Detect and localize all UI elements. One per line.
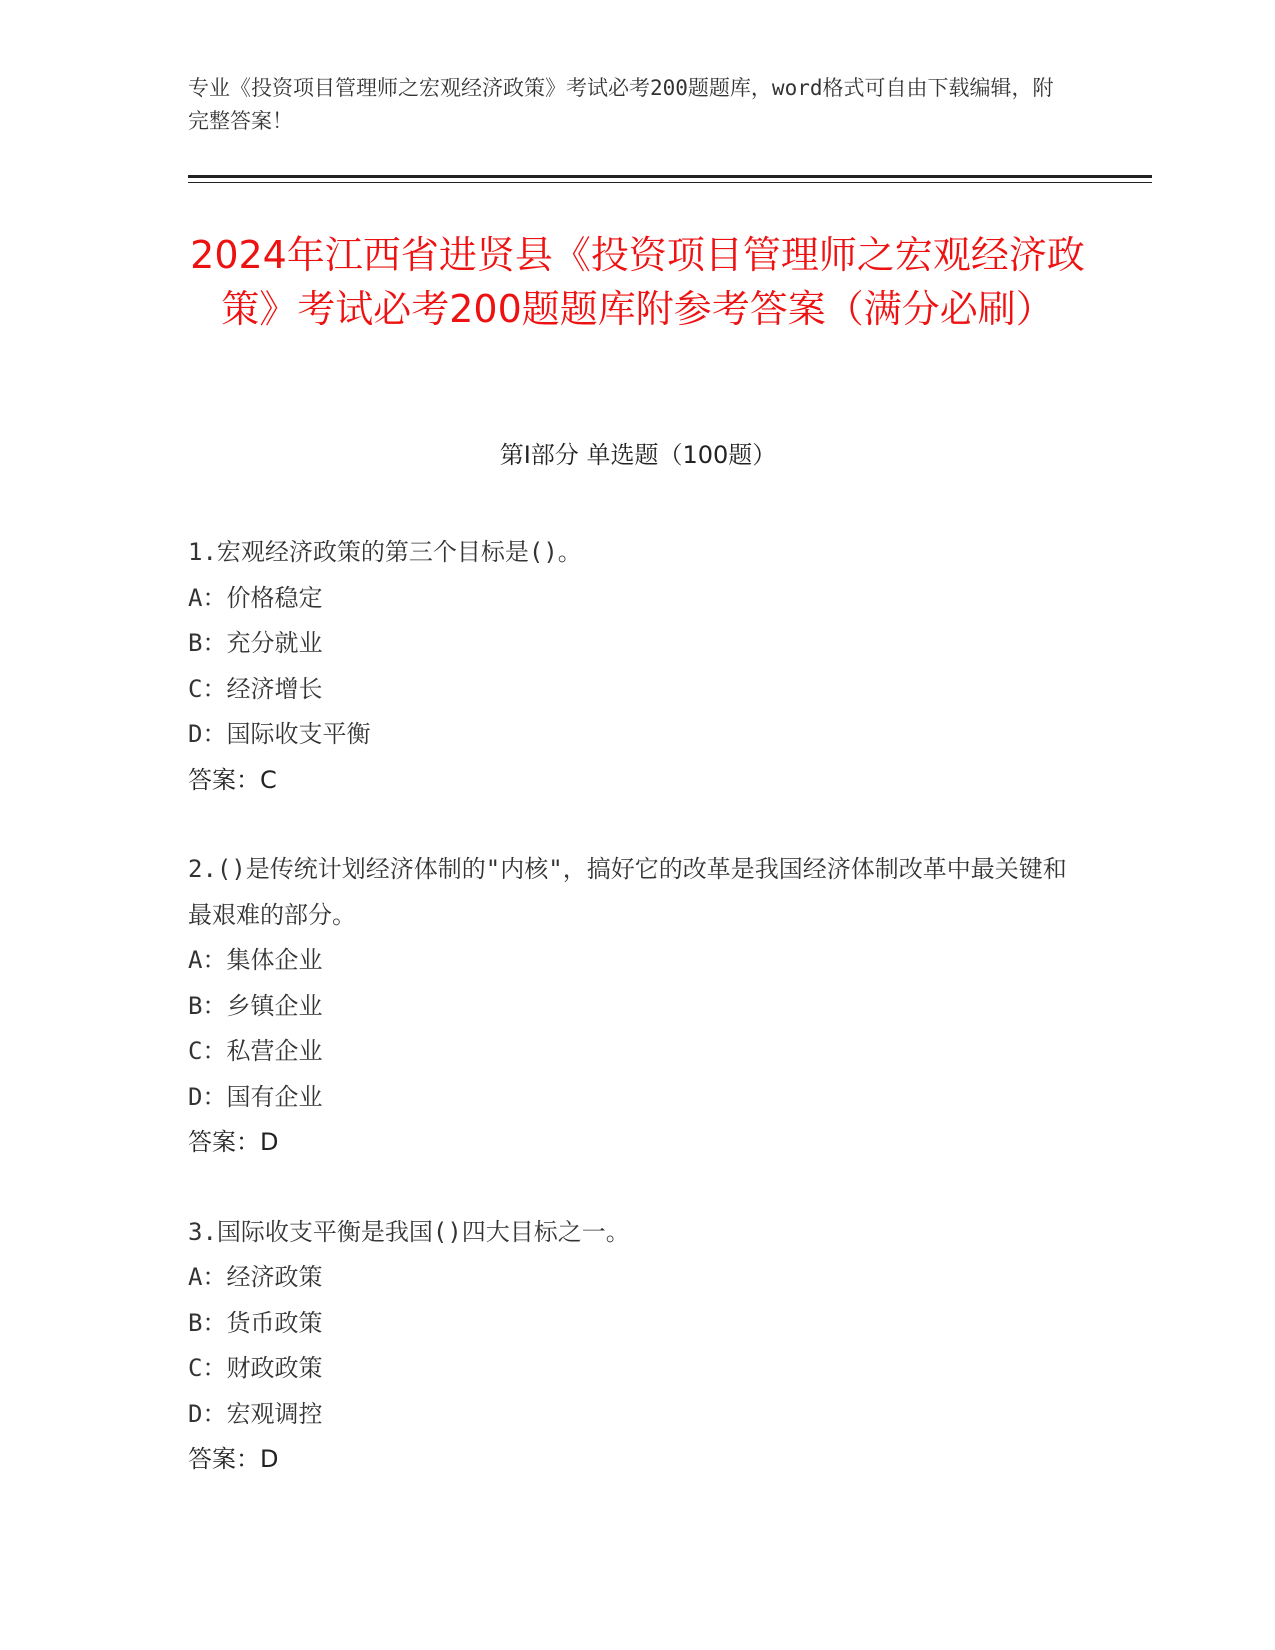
option-d: D：国际收支平衡 [188, 720, 371, 748]
answer: 答案：D [188, 1445, 279, 1473]
question-stem: 2.()是传统计划经济体制的"内核"，搞好它的改革是我国经济体制改革中最关键和最艰难的部分。 [188, 855, 1067, 929]
option-a: A：集体企业 [188, 946, 323, 974]
option-b: B：乡镇企业 [188, 991, 323, 1020]
option-a: A：经济政策 [188, 1263, 323, 1291]
option-a: A：价格稳定 [188, 583, 323, 612]
document-title: 2024年江西省进贤县《投资项目管理师之宏观经济政策》考试必考200题题库附参考答案（满分必刷） [190, 233, 1085, 331]
header-divider-thin [188, 182, 1152, 183]
answer: 答案：C [188, 765, 277, 794]
option-c: C：财政政策 [188, 1354, 323, 1382]
option-b: B：货币政策 [188, 1308, 323, 1337]
option-c: C：经济增长 [188, 674, 323, 703]
question-stem: 1.宏观经济政策的第三个目标是()。 [188, 538, 582, 566]
section-heading: 第I部分 单选题（100题） [499, 441, 777, 469]
question-2 [188, 847, 1068, 1166]
header-note: 专业《投资项目管理师之宏观经济政策》考试必考200题题库，word格式可自由下载编辑，附完整答案！ [188, 76, 1054, 133]
option-d: D：宏观调控 [188, 1399, 323, 1428]
question-3 [188, 1210, 1068, 1483]
answer: 答案：D [188, 1128, 279, 1156]
question-stem: 3.国际收支平衡是我国()四大目标之一。 [188, 1217, 630, 1246]
option-b: B：充分就业 [188, 629, 323, 657]
option-c: C：私营企业 [188, 1037, 323, 1065]
option-d: D：国有企业 [188, 1082, 323, 1111]
question-list [188, 530, 1068, 1527]
header-divider-thick [188, 175, 1152, 178]
question-1 [188, 530, 1068, 803]
